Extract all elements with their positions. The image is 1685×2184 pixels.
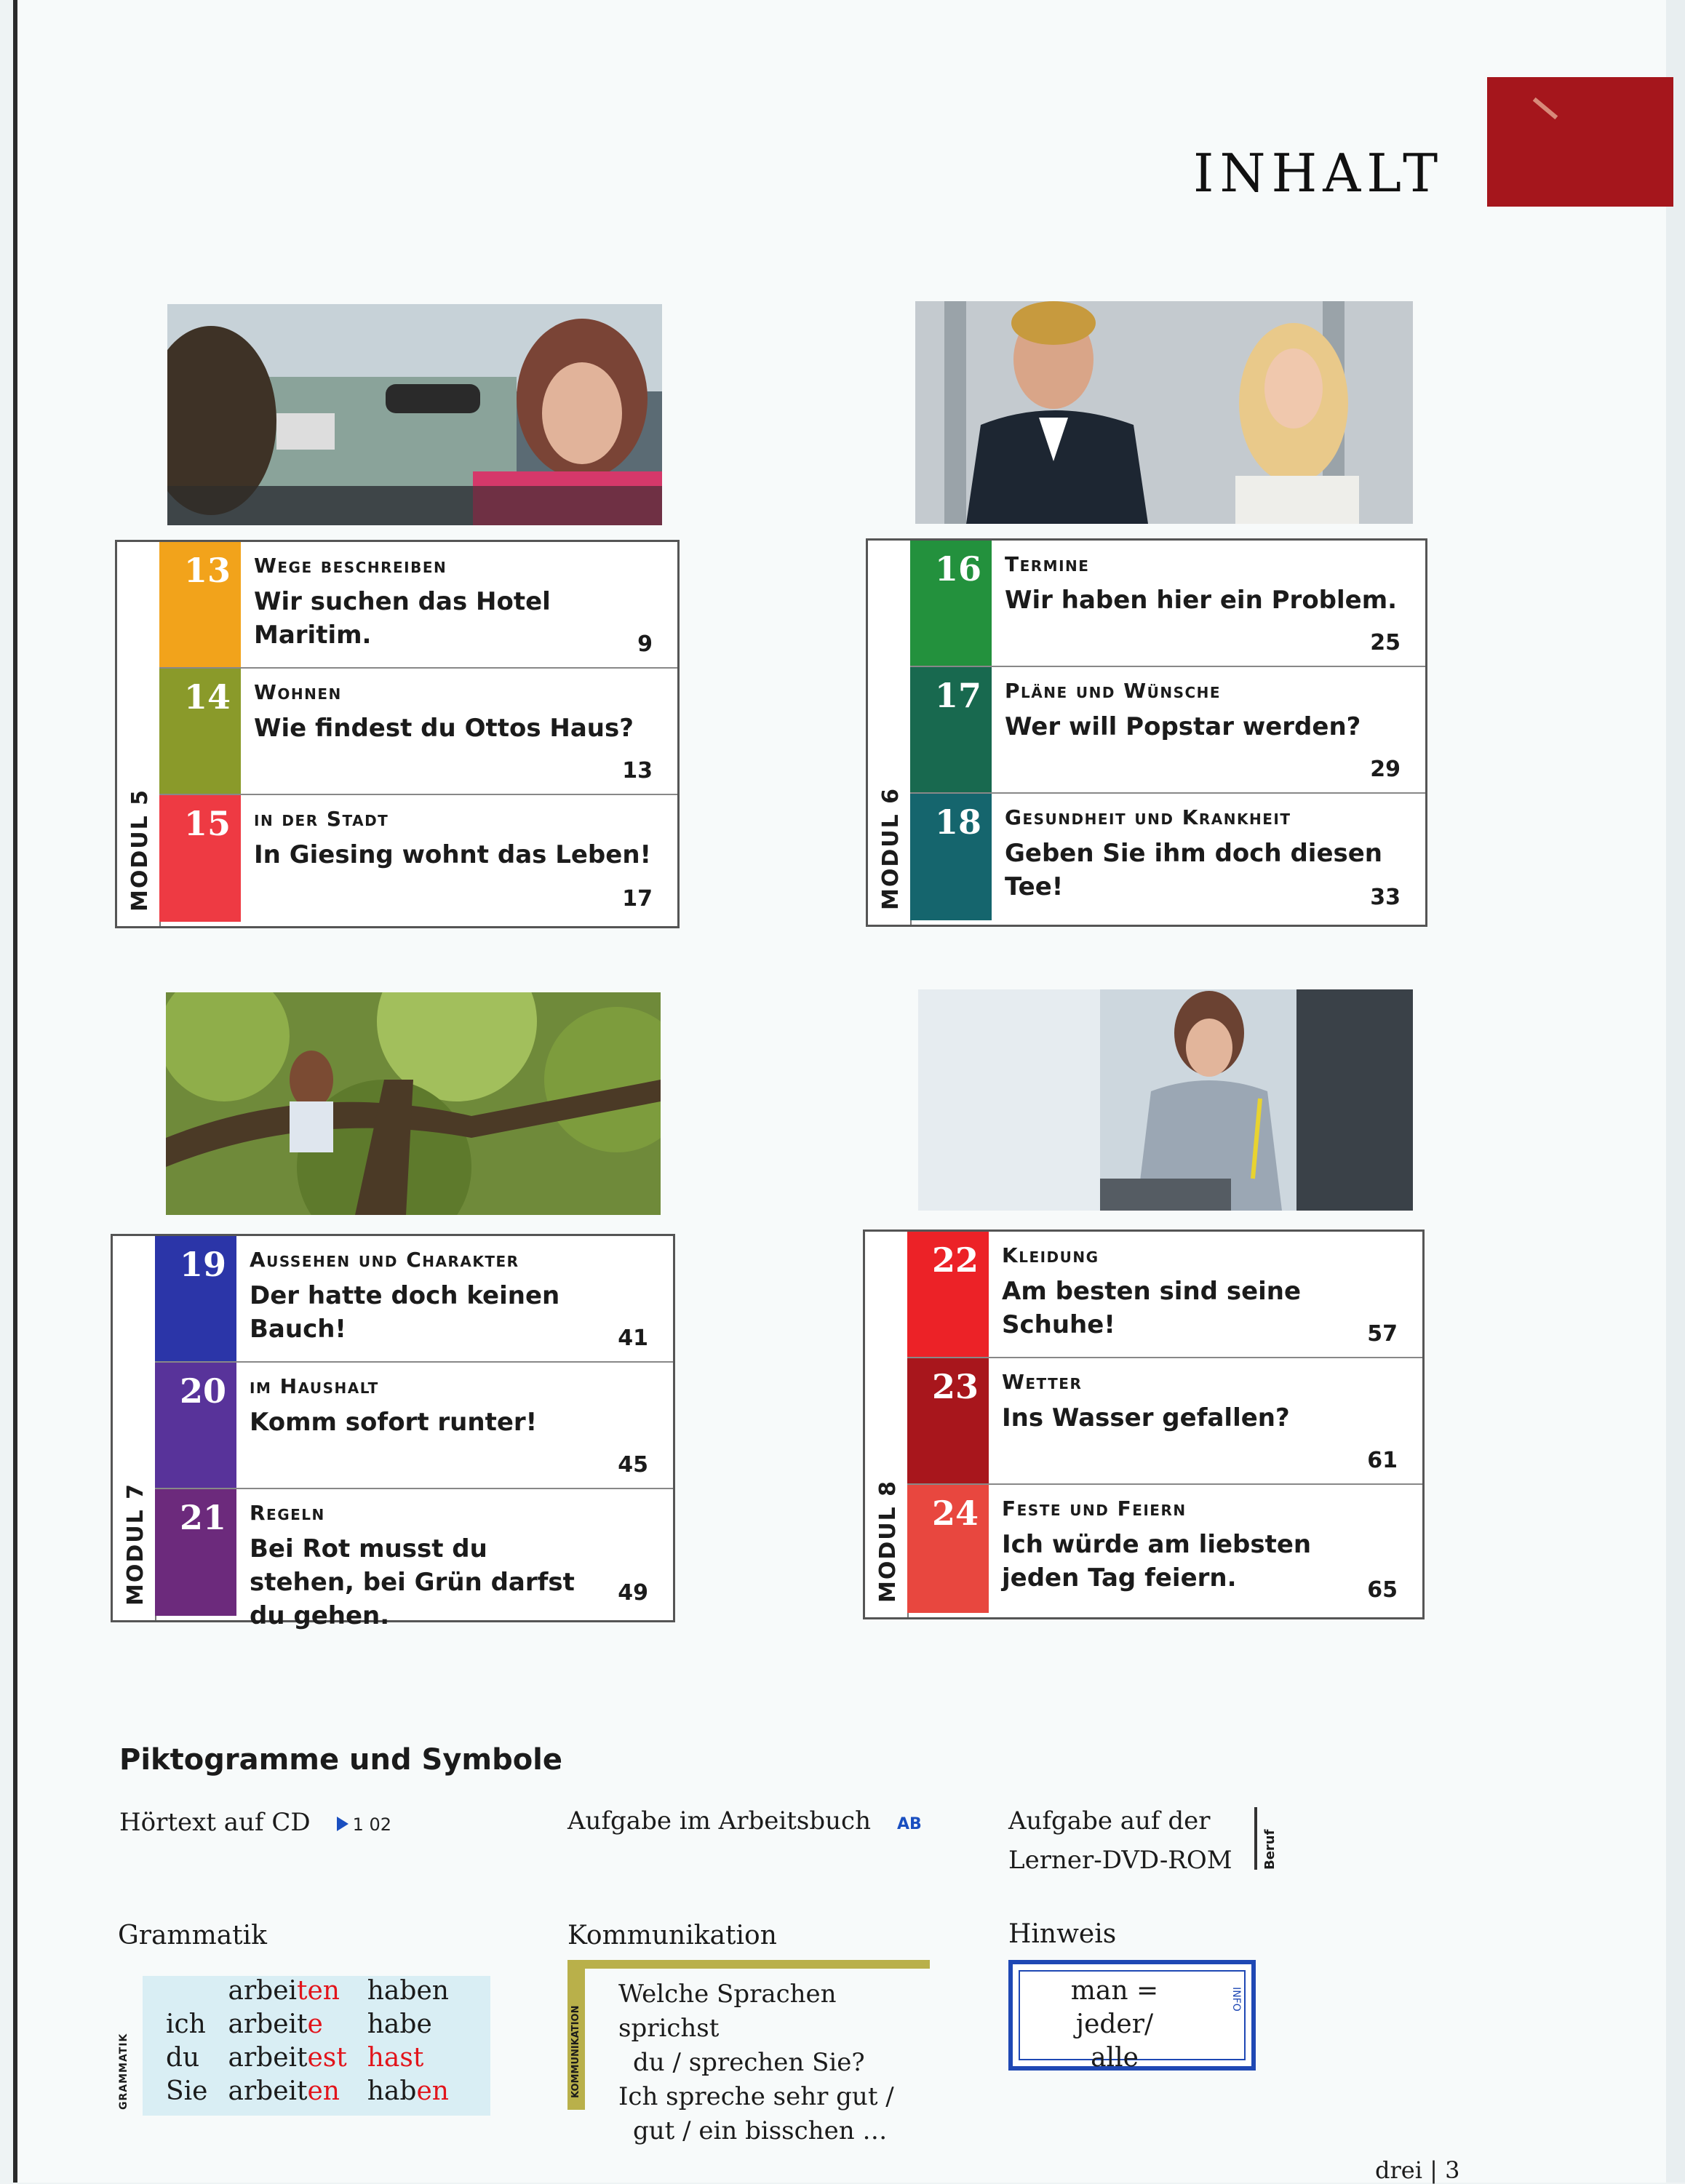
- grammatik-row: ich arbeite habe: [166, 2009, 432, 2039]
- chapter-13-page: 9: [637, 631, 653, 657]
- chapter-17-page: 29: [1370, 757, 1401, 782]
- hinweis-heading: Hinweis: [1008, 1919, 1117, 1949]
- chapter-14-title: Wie findest du Ottos Haus?: [254, 714, 634, 743]
- legend-arbeitsbuch-code: AB: [896, 1815, 922, 1833]
- beruf-icon: Beruf: [1254, 1807, 1275, 1870]
- chapter-15-number: 15: [159, 795, 241, 922]
- chapter-21[interactable]: [155, 1489, 673, 1630]
- chapter-14-topic: Wohnen: [254, 680, 342, 704]
- chapter-23-page: 61: [1367, 1448, 1398, 1473]
- chapter-13-topic: Wege beschreiben: [254, 554, 447, 578]
- legend-hoertext-label: Hörtext auf CD: [119, 1808, 311, 1837]
- chapter-17-title: Wer will Popstar werden?: [1005, 712, 1361, 741]
- chapter-22[interactable]: [907, 1232, 1422, 1358]
- chapter-14[interactable]: [159, 669, 677, 795]
- chapter-14-page: 13: [622, 758, 653, 784]
- chapter-16[interactable]: [910, 541, 1425, 667]
- module-6-contents: [866, 538, 1427, 927]
- legend-arbeitsbuch: [567, 1801, 922, 1844]
- chapter-21-page: 49: [618, 1580, 648, 1606]
- chapter-20-title: Komm sofort runter!: [250, 1408, 538, 1437]
- module-5-contents: [115, 540, 680, 928]
- page-number: drei | 3: [1375, 2156, 1460, 2184]
- module-7-strip: [113, 1236, 156, 1620]
- page-edge: [13, 0, 17, 2183]
- kommunikation-bar: [567, 1960, 930, 1969]
- module-8-contents: [863, 1230, 1425, 1619]
- info-icon: INFO: [1230, 1987, 1243, 2012]
- chapter-15-topic: in der Stadt: [254, 807, 389, 831]
- grammatik-heading: Grammatik: [118, 1921, 267, 1950]
- legend-arbeitsbuch-label: Aufgabe im Arbeitsbuch: [567, 1806, 871, 1836]
- chapter-24[interactable]: [907, 1485, 1422, 1613]
- chapter-18-number: 18: [910, 794, 992, 920]
- chapter-15-page: 17: [622, 886, 653, 912]
- chapter-15-title: In Giesing wohnt das Leben!: [254, 840, 652, 869]
- chapter-21-topic: Regeln: [250, 1501, 325, 1525]
- chapter-19-title: Der hatte doch keinen Bauch!: [250, 1281, 560, 1344]
- chapter-23-title: Ins Wasser gefallen?: [1002, 1403, 1290, 1432]
- grammatik-row: Sie arbeiten haben: [166, 2076, 449, 2106]
- chapter-24-topic: Feste und Feiern: [1002, 1496, 1187, 1521]
- chapter-19-topic: Aussehen und Charakter: [250, 1248, 519, 1272]
- module-6-strip: [868, 541, 912, 925]
- hinweis-box: [1008, 1960, 1256, 2071]
- chapter-20-topic: im Haushalt: [250, 1374, 379, 1398]
- chapter-22-topic: Kleidung: [1002, 1243, 1099, 1267]
- chapter-17[interactable]: [910, 667, 1425, 794]
- chapter-22-page: 57: [1367, 1321, 1398, 1347]
- chapter-16-topic: Termine: [1005, 552, 1090, 576]
- legend-hoertext-code: 1 02: [352, 1814, 392, 1835]
- chapter-20-number: 20: [155, 1363, 236, 1488]
- chapter-23-number: 23: [907, 1358, 989, 1483]
- chapter-21-number: 21: [155, 1489, 236, 1616]
- chapter-16-page: 25: [1370, 630, 1401, 655]
- legend-dvd-line1: Aufgabe auf der: [1008, 1806, 1211, 1836]
- chapter-tab-marker: [1487, 77, 1673, 207]
- grammatik-row: du arbeitest hast: [166, 2043, 424, 2073]
- page-title: INHALT: [1193, 143, 1444, 204]
- chapter-23-topic: Wetter: [1002, 1370, 1083, 1394]
- chapter-20-page: 45: [618, 1452, 648, 1478]
- module-5-photo: [167, 304, 662, 525]
- legend-dvd-line2: Lerner-DVD-ROM: [1008, 1846, 1232, 1875]
- chapter-20[interactable]: [155, 1363, 673, 1489]
- module-7-label: MODUL 7: [123, 1482, 148, 1606]
- module-8-strip: [865, 1232, 909, 1617]
- grammatik-header-row: arbeiten haben: [228, 1976, 449, 2006]
- module-7-contents: [111, 1234, 675, 1630]
- chapter-24-page: 65: [1367, 1577, 1398, 1603]
- grammatik-table: [166, 1974, 469, 2108]
- kommunikation-side: KOMMUNIKATION: [567, 1960, 585, 2110]
- play-icon: [337, 1817, 348, 1831]
- chapter-18[interactable]: [910, 794, 1425, 920]
- chapter-18-topic: Gesundheit und Krankheit: [1005, 805, 1291, 829]
- chapter-17-number: 17: [910, 667, 992, 792]
- chapter-24-number: 24: [907, 1485, 989, 1613]
- module-5-label: MODUL 5: [127, 788, 153, 912]
- module-5-strip: [117, 542, 161, 926]
- legend-title: Piktogramme und Symbole: [119, 1743, 563, 1777]
- module-8-photo: [918, 989, 1413, 1211]
- chapter-19[interactable]: [155, 1236, 673, 1363]
- chapter-15[interactable]: [159, 795, 677, 922]
- chapter-22-number: 22: [907, 1232, 989, 1357]
- chapter-14-number: 14: [159, 669, 241, 794]
- module-6-photo: [915, 301, 1413, 524]
- chapter-18-title: Geben Sie ihm doch diesen Tee!: [1005, 839, 1383, 901]
- chapter-13-title: Wir suchen das Hotel Maritim.: [254, 587, 551, 650]
- module-6-label: MODUL 6: [878, 786, 904, 910]
- legend-hoertext: [119, 1803, 391, 1844]
- chapter-24-title: Ich würde am liebsten jeden Tag feiern.: [1002, 1530, 1312, 1593]
- grammatik-side-label: GRAMMATIK: [118, 2033, 130, 2110]
- chapter-13[interactable]: [159, 542, 677, 669]
- chapter-19-page: 41: [618, 1326, 648, 1351]
- chapter-19-number: 19: [155, 1236, 236, 1361]
- chapter-17-topic: Pläne und Wünsche: [1005, 679, 1222, 703]
- chapter-21-title: Bei Rot musst du stehen, bei Grün darfst du gehen.: [250, 1534, 575, 1630]
- chapter-18-page: 33: [1370, 885, 1401, 910]
- module-7-photo: [166, 992, 661, 1215]
- chapter-22-title: Am besten sind seine Schuhe!: [1002, 1277, 1302, 1339]
- kommunikation-box: [567, 1960, 930, 2145]
- chapter-13-number: 13: [159, 542, 241, 667]
- page-edge-right: [1666, 0, 1685, 2183]
- chapter-16-title: Wir haben hier ein Problem.: [1005, 586, 1398, 615]
- chapter-23[interactable]: [907, 1358, 1422, 1485]
- chapter-16-number: 16: [910, 541, 992, 666]
- kommunikation-text: Welche Sprachen sprichst du / sprechen Sie? Ich spreche sehr gut / gut / ein bisschen …: [618, 1980, 894, 2145]
- legend-dvd: [1008, 1801, 1232, 1880]
- kommunikation-heading: Kommunikation: [567, 1921, 777, 1950]
- module-8-label: MODUL 8: [875, 1479, 901, 1603]
- hinweis-text: man = jeder/ alle: [1070, 1976, 1159, 2073]
